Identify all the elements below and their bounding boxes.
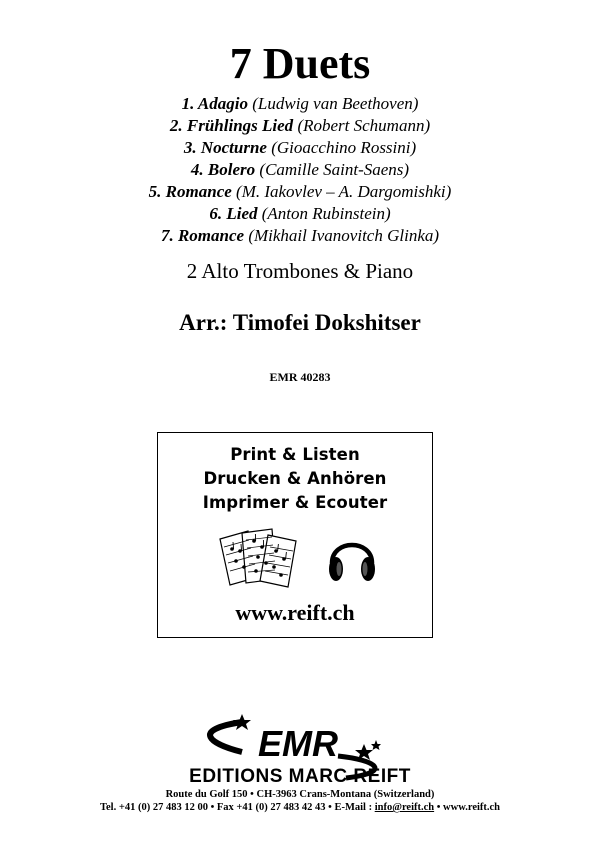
page-title: 7 Duets — [229, 39, 371, 88]
contact-website[interactable]: • www.reift.ch — [434, 802, 501, 813]
list-item — [0, 93, 600, 115]
piece-composer: (M. Iakovlev – A. Dargomishki) — [236, 182, 452, 201]
piece-composer: (Mikhail Ivanovitch Glinka) — [248, 226, 440, 245]
list-item — [0, 115, 600, 137]
piece-title: 1. Adagio — [181, 94, 248, 113]
list-item — [0, 137, 600, 159]
piece-title: 5. Romance — [148, 182, 232, 201]
publisher-contact — [0, 801, 600, 815]
piece-title: 6. Lied — [209, 204, 258, 223]
arranger: Arr.: Timofei Dokshitser — [179, 310, 421, 335]
catalog-number: EMR 40283 — [269, 370, 331, 384]
contact-phone-fax: Tel. +41 (0) 27 483 12 00 • Fax +41 (0) 27 483 42 43 • E-Mail : — [99, 802, 375, 813]
publisher-address: Route du Golf 150 • CH-3963 Crans-Montana (Switzerland) — [165, 789, 435, 800]
website-link[interactable]: www.reift.ch — [235, 600, 355, 625]
list-item — [0, 203, 600, 225]
emr-logo — [150, 714, 450, 786]
piece-title: 7. Romance — [160, 226, 245, 245]
email-link[interactable]: info@reift.ch — [374, 802, 435, 813]
piece-title: 4. Bolero — [190, 160, 256, 179]
piece-composer: (Camille Saint-Saens) — [259, 160, 410, 179]
piece-title: 3. Nocturne — [183, 138, 267, 157]
promo-line-print-listen: Print & Listen — [230, 445, 360, 464]
logo-mark-text: EMR — [258, 723, 338, 764]
piece-composer: (Gioacchino Rossini) — [271, 138, 417, 157]
print-listen-box — [157, 432, 433, 638]
piece-title: 2. Frühlings Lied — [169, 116, 294, 135]
sheet-music-icon — [218, 525, 300, 589]
promo-line-imprimer: Imprimer & Ecouter — [202, 493, 388, 512]
piece-composer: (Anton Rubinstein) — [261, 204, 391, 223]
list-item — [0, 225, 600, 247]
piece-composer: (Robert Schumann) — [297, 116, 431, 135]
list-item — [0, 159, 600, 181]
piece-list — [0, 93, 600, 247]
publisher-name: EDITIONS MARC REIFT — [189, 766, 411, 786]
piece-composer: (Ludwig van Beethoven) — [252, 94, 419, 113]
headphones-icon — [326, 529, 378, 585]
promo-line-drucken: Drucken & Anhören — [203, 469, 387, 488]
list-item — [0, 181, 600, 203]
instrumentation: 2 Alto Trombones & Piano — [186, 259, 414, 283]
